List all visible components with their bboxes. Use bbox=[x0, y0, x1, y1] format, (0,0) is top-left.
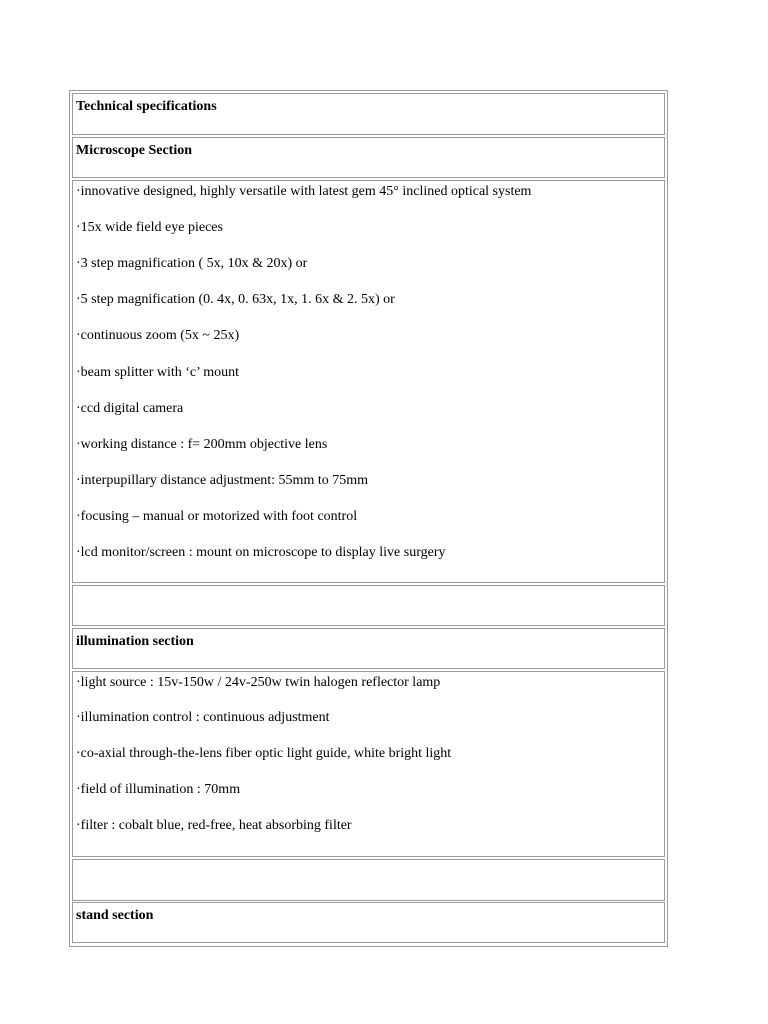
microscope-heading-cell bbox=[72, 137, 665, 178]
microscope-item: ·focusing – manual or motorized with foot control bbox=[76, 509, 358, 524]
illumination-item: ·co-axial through-the-lens fiber optic light guide, white bright light bbox=[76, 746, 452, 761]
title-cell bbox=[72, 93, 665, 135]
microscope-item: ·lcd monitor/screen : mount on microscope to display live surgery bbox=[76, 545, 446, 560]
microscope-item: ·5 step magnification (0. 4x, 0. 63x, 1x, 1. 6x & 2. 5x) or bbox=[76, 292, 395, 307]
empty-cell bbox=[72, 585, 665, 626]
illumination-item: ·light source : 15v-150w / 24v-250w twin halogen reflector lamp bbox=[76, 675, 441, 690]
microscope-items-cell bbox=[72, 180, 665, 583]
microscope-item: ·innovative designed, highly versatile with latest gem 45° inclined optical system bbox=[76, 184, 532, 199]
microscope-item: ·beam splitter with ‘c’ mount bbox=[76, 365, 240, 380]
stand-heading-cell bbox=[72, 902, 665, 943]
illumination-item: ·filter : cobalt blue, red-free, heat absorbing filter bbox=[76, 818, 352, 833]
microscope-item: ·interpupillary distance adjustment: 55mm to 75mm bbox=[76, 473, 369, 488]
microscope-item: ·ccd digital camera bbox=[76, 401, 184, 416]
illumination-item: ·illumination control : continuous adjustment bbox=[76, 710, 330, 725]
microscope-item: ·3 step magnification ( 5x, 10x & 20x) or bbox=[76, 256, 308, 271]
stand-section-heading: stand section bbox=[76, 908, 154, 923]
microscope-item: ·15x wide field eye pieces bbox=[76, 220, 223, 235]
illumination-item: ·field of illumination : 70mm bbox=[76, 782, 241, 797]
table-title: Technical specifications bbox=[76, 99, 217, 114]
illumination-heading-cell bbox=[72, 628, 665, 669]
illumination-items-cell bbox=[72, 671, 665, 857]
spec-table bbox=[69, 90, 668, 947]
empty-cell bbox=[72, 859, 665, 901]
illumination-section-heading: illumination section bbox=[76, 634, 194, 649]
microscope-item: ·working distance : f= 200mm objective lens bbox=[76, 437, 328, 452]
microscope-section-heading: Microscope Section bbox=[76, 143, 192, 158]
microscope-item: ·continuous zoom (5x ~ 25x) bbox=[76, 328, 240, 343]
